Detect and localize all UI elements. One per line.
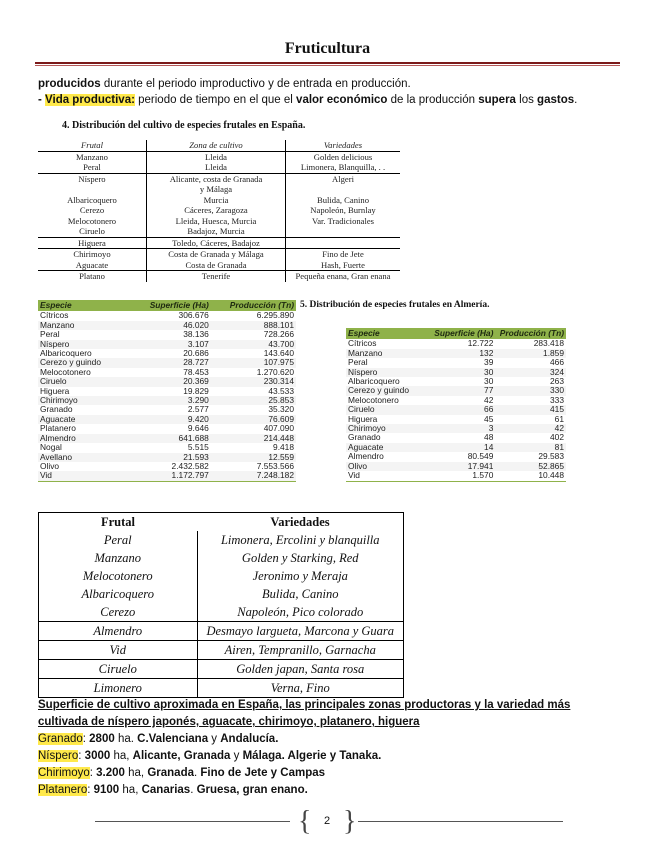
header-rule [35, 62, 620, 64]
table-cell: Costa de Granada y Málaga [147, 249, 286, 260]
summary-heading-line-1: Superficie de cultivo aproximada en España, las principales zonas productoras y la variedad más [38, 699, 571, 711]
table-cell: Chirimoyo [346, 424, 430, 433]
table-cell: 402 [550, 432, 564, 443]
table-cell: 12.722 [467, 338, 494, 349]
table-row [346, 405, 566, 414]
table-cell [286, 226, 401, 237]
col-superficie: Superficie (Ha) [430, 328, 495, 339]
table-row [38, 260, 400, 271]
table-row [38, 226, 400, 237]
table-cell: 43.700 [211, 340, 296, 349]
table-cell: Bulida, Canino [286, 195, 401, 206]
table-cell: 324 [495, 368, 566, 377]
table-cell: Golden y Starking, Red [197, 549, 404, 567]
table-cell: Murcia [147, 195, 286, 206]
table-row [38, 205, 400, 216]
table-cell: Manzano [94, 551, 142, 565]
table-cell: Vid [39, 641, 198, 660]
table-cell: Aguacate [38, 415, 132, 424]
table-cell: Melocotonero [348, 394, 399, 405]
table-row [38, 249, 400, 260]
table-cell: Melocotonero [40, 366, 91, 377]
table-row [38, 271, 400, 282]
table-cell: Higuera [38, 237, 147, 249]
section-5-title: 5. Distribución de especies frutales en Almería. [300, 300, 490, 310]
summary-heading-line-2: cultivada de níspero japonés, aguacate, chirimoyo, platanero, higuera [38, 716, 420, 728]
table-cell: 80.549 [467, 451, 494, 462]
table-cell: 35.320 [268, 404, 294, 415]
table-cell: Peral [103, 533, 132, 547]
table-cell: 9.420 [132, 415, 211, 424]
table-cell: 28.727 [132, 358, 211, 367]
table-row [38, 216, 400, 227]
table-cell: Higuera [348, 413, 378, 424]
footer-brace-left: { [298, 806, 312, 837]
table-cell: Fino de Jete [286, 249, 401, 260]
table-cell: Peral [40, 329, 60, 340]
table-cell: 19.829 [183, 385, 209, 396]
table-cell: Cerezo y guindo [38, 358, 132, 367]
table-cell: Cítricos [348, 338, 377, 349]
varieties-table [38, 512, 404, 698]
table-row [38, 434, 296, 443]
table-cell: 25.853 [211, 396, 296, 405]
table-cell: 38.136 [183, 329, 209, 340]
table-cell: Ciruelo [346, 405, 430, 414]
table-cell: 17.941 [430, 462, 495, 471]
summary-item: Granado: 2800 ha. C.Valenciana y Andalucía. [38, 733, 279, 745]
table-cell: 46.020 [132, 321, 211, 330]
table-cell: Lleida [147, 151, 286, 162]
table-cell: 143.640 [263, 348, 294, 359]
table-row [346, 462, 566, 471]
table-row [38, 173, 400, 184]
table-cell [286, 237, 401, 249]
table-cell: 29.583 [538, 451, 564, 462]
table-cell: Golden japan, Santa rosa [197, 660, 404, 679]
header-rule-thin [35, 65, 620, 66]
highlight-vida-productiva: Vida productiva: [45, 94, 135, 106]
table-cell: Hash, Fuerte [286, 260, 401, 271]
table-cell: 81 [495, 443, 566, 452]
table-cell: Ciruelo [79, 226, 105, 236]
table-row [39, 549, 404, 567]
table-cell: Costa de Granada [147, 260, 286, 271]
table-cell: Limonera, Ercolini y blanquilla [197, 531, 404, 549]
summary-section [38, 697, 628, 799]
table-row [39, 603, 404, 622]
table-cell: Níspero [346, 368, 430, 377]
table-cell: Limonero [39, 679, 198, 698]
table-cell: Granado [348, 432, 381, 443]
intro-line-2: - Vida productiva: periodo de tiempo en el que el valor económico de la producción supera los gastos. [38, 94, 578, 106]
table-row [38, 424, 296, 433]
page-title: Fruticultura [284, 40, 371, 57]
table-cell: Lleida [147, 162, 286, 173]
table-cell: Cerezo [79, 205, 105, 215]
table-cell: Platano [38, 271, 147, 282]
footer-line-right [358, 821, 563, 822]
table-cell: 132 [430, 349, 495, 358]
intro-line-1: producidos durante el periodo improductivo y de entrada en producción. [38, 78, 411, 90]
table-cell: Olivo [40, 460, 60, 471]
col-produccion: Producción (Tn) [495, 328, 566, 339]
production-table-spain [38, 300, 296, 482]
col-zona: Zona de cultivo [147, 140, 286, 151]
table-cell: Almendro [39, 622, 198, 641]
summary-item: Chirimoyo: 3.200 ha, Granada. Fino de Jete y Campas [38, 767, 326, 779]
col-especie: Especie [346, 328, 430, 339]
table-cell: 45 [484, 413, 494, 424]
table-cell: 5.515 [187, 442, 209, 453]
table-row [346, 358, 566, 367]
table-row [346, 349, 566, 358]
table-cell: 415 [495, 405, 566, 414]
col-variedades: Variedades [270, 515, 330, 529]
distribution-table-spain [38, 140, 400, 282]
table-row [38, 443, 296, 452]
table-cell: 12.559 [211, 453, 296, 462]
table-cell: Vid [38, 471, 132, 481]
table-cell: Aguacate [75, 259, 109, 270]
table-cell: Platanero [40, 423, 76, 434]
table-cell: Chirimoyo [38, 249, 147, 260]
table-cell: Desmayo largueta, Marcona y Guara [197, 622, 404, 641]
table-row [39, 567, 404, 585]
table-row [38, 321, 296, 330]
table-cell: 1.270.620 [256, 366, 294, 377]
table-row [346, 452, 566, 461]
table-row [38, 184, 400, 195]
table-cell: Níspero [38, 340, 132, 349]
table-cell: 1.172.797 [132, 471, 211, 481]
table-cell: Peral [83, 162, 101, 172]
table-cell: 78.453 [183, 366, 209, 377]
col-variedades: Variedades [286, 140, 401, 151]
table-row [346, 471, 566, 481]
table-cell: 20.686 [183, 348, 209, 359]
summary-item: Níspero: 3000 ha, Alicante, Granada y Málaga. Algerie y Tanaka. [38, 750, 382, 762]
table-row [38, 377, 296, 386]
table-cell: 2.432.582 [171, 460, 209, 471]
table-cell: 61 [554, 413, 564, 424]
table-cell: 2.577 [187, 404, 209, 415]
table-cell: 263 [550, 376, 564, 387]
table-row [38, 368, 296, 377]
table-cell: Toledo, Cáceres, Badajoz [147, 237, 286, 249]
table-cell: Manzano [346, 349, 430, 358]
table-cell: Avellano [38, 453, 132, 462]
table-cell: Airen, Tempranillo, Garnacha [197, 641, 404, 660]
table-cell: Limonera, Blanquilla, . . [286, 162, 401, 173]
table-row [38, 330, 296, 339]
table-cell: 407.090 [263, 423, 294, 434]
table-cell: 10.448 [495, 471, 566, 481]
table-cell: Almendro [348, 451, 384, 462]
table-cell: Almendro [38, 434, 132, 443]
table-cell: Algeri [286, 173, 401, 184]
table-row [38, 151, 400, 162]
table-cell: Tenerife [147, 271, 286, 282]
table-row [39, 679, 404, 698]
table-cell: 3.290 [132, 396, 211, 405]
table-row [38, 415, 296, 424]
table-row [39, 531, 404, 549]
table-cell: 330 [495, 386, 566, 395]
table-cell: 641.688 [132, 434, 211, 443]
col-frutal: Frutal [100, 515, 136, 529]
table-cell: Napoleón, Pico colorado [197, 603, 404, 622]
table-row [39, 585, 404, 603]
table-row [38, 237, 400, 249]
table-cell: y Málaga [147, 184, 286, 195]
table-cell: Albaricoquero [67, 194, 117, 205]
production-table-almeria [346, 328, 566, 482]
table-cell: Cítricos [40, 310, 69, 321]
section-4-title: 4. Distribución del cultivo de especies frutales en España. [62, 120, 306, 131]
table-cell: Golden delicious [286, 151, 401, 162]
table-cell: Albaricoquero [348, 376, 400, 387]
table-cell: 52.865 [495, 462, 566, 471]
table-cell: Vid [346, 471, 430, 481]
table-cell: Melocotonero [82, 569, 153, 583]
table-cell: Ciruelo [39, 660, 198, 679]
table-cell: 283.418 [533, 338, 564, 349]
table-cell: 1.859 [495, 349, 566, 358]
table-cell: 888.101 [211, 321, 296, 330]
table-cell: Níspero [38, 173, 147, 184]
table-cell: Albaricoquero [40, 348, 92, 359]
table-cell: 230.314 [211, 377, 296, 386]
table-cell: 214.448 [211, 434, 296, 443]
table-cell: Cáceres, Zaragoza [147, 205, 286, 216]
table-cell: Bulida, Canino [197, 585, 404, 603]
table-cell: Alicante, costa de Granada [147, 173, 286, 184]
table-cell: 77 [430, 386, 495, 395]
table-cell: 466 [550, 357, 564, 368]
table-cell: Lleida, Huesca, Murcia [147, 216, 286, 227]
table-row [38, 311, 296, 320]
col-superficie: Superficie (Ha) [132, 300, 211, 311]
table-cell: Ciruelo [38, 377, 132, 386]
table-cell: Melocotonero [67, 215, 117, 226]
col-produccion: Producción (Tn) [211, 300, 296, 311]
col-frutal: Frutal [38, 140, 147, 151]
table-cell [286, 184, 401, 195]
table-cell: 6.295.890 [256, 310, 294, 321]
table-row [38, 195, 400, 206]
table-row [346, 396, 566, 405]
table-row [39, 660, 404, 679]
table-row [39, 622, 404, 641]
table-cell: Nogal [40, 442, 62, 453]
footer-line-left [95, 821, 290, 822]
table-cell: 107.975 [211, 358, 296, 367]
table-cell: 306.676 [178, 310, 209, 321]
table-cell: 76.609 [211, 415, 296, 424]
table-row [38, 396, 296, 405]
table-cell: 48 [484, 432, 494, 443]
table-cell: 42 [484, 394, 494, 405]
table-cell: Var. Tradicionales [286, 216, 401, 227]
table-cell: 728.266 [263, 329, 294, 340]
table-cell: 333 [550, 394, 564, 405]
table-cell: 39 [484, 357, 494, 368]
table-row [38, 162, 400, 173]
summary-item: Platanero: 9100 ha, Canarias. Gruesa, gran enano. [38, 784, 308, 796]
table-cell: 42 [495, 424, 566, 433]
page-number: 2 [323, 815, 331, 827]
table-cell: Napoleón, Burnlay [286, 205, 401, 216]
table-cell: Jeronimo y Meraja [197, 567, 404, 585]
table-row [38, 405, 296, 414]
table-cell: 1.570 [430, 471, 495, 481]
table-cell [38, 184, 147, 195]
table-cell: Granado [40, 404, 73, 415]
table-cell: Cerezo y guindo [346, 386, 430, 395]
table-cell: Olivo [346, 462, 430, 471]
table-cell: Pequeña enana, Gran enana [286, 271, 401, 282]
table-row [39, 641, 404, 660]
table-cell: Manzano [38, 321, 132, 330]
table-cell: 30 [484, 376, 494, 387]
table-cell: Higuera [40, 385, 70, 396]
col-especie: Especie [38, 300, 132, 311]
table-cell: 3 [430, 424, 495, 433]
footer-brace-right: } [343, 806, 357, 837]
table-cell: Albaricoquero [81, 587, 154, 601]
table-cell: 20.369 [132, 377, 211, 386]
table-row [38, 471, 296, 481]
table-cell: 43.533 [268, 385, 294, 396]
table-cell: Peral [348, 357, 368, 368]
table-cell: 9.646 [187, 423, 209, 434]
table-cell: 7.248.182 [211, 471, 296, 481]
table-cell: 21.593 [132, 453, 211, 462]
table-cell: 14 [430, 443, 495, 452]
table-cell: Badajoz, Murcia [147, 226, 286, 237]
intro-paragraph [38, 76, 628, 108]
table-cell: Manzano [76, 151, 108, 162]
table-cell: Cerezo [100, 605, 136, 619]
table-cell: 66 [430, 405, 495, 414]
table-cell: 30 [430, 368, 495, 377]
table-cell: Verna, Fino [197, 679, 404, 698]
table-cell: Chirimoyo [38, 396, 132, 405]
table-cell: 3.107 [132, 340, 211, 349]
table-cell: 9.418 [273, 442, 294, 453]
table-cell: Aguacate [346, 443, 430, 452]
table-cell: 7.553.566 [256, 460, 294, 471]
